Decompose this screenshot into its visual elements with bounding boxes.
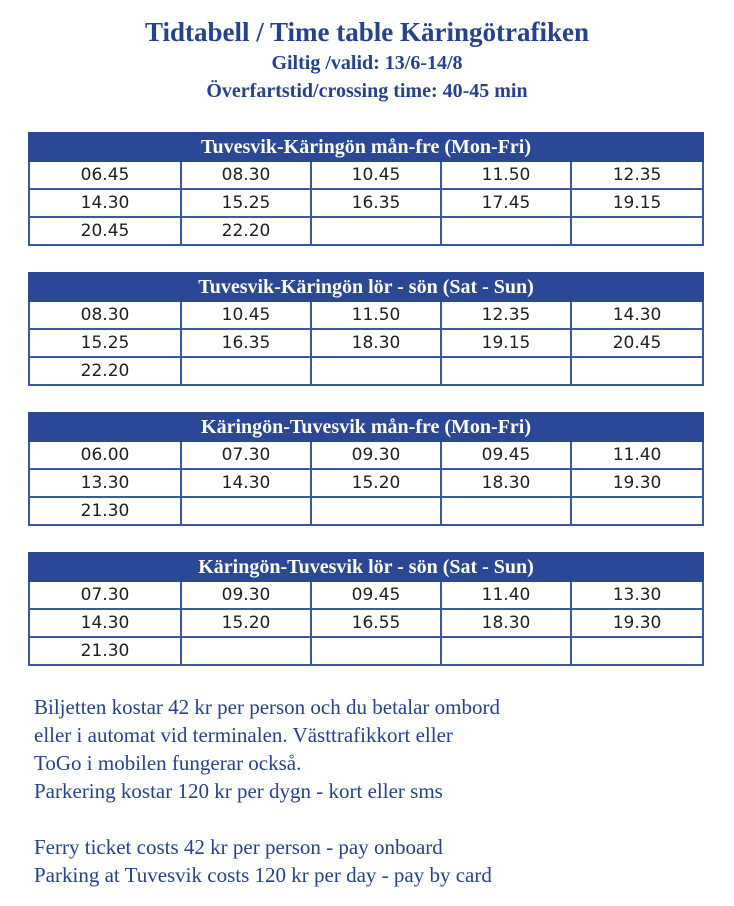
departure-time: 10.45: [181, 301, 311, 329]
table-row: [29, 497, 703, 525]
table-row: [29, 441, 703, 469]
departure-time: [441, 497, 571, 525]
departure-time: 09.30: [311, 441, 441, 469]
table-row: [29, 637, 703, 665]
departure-time: 19.30: [571, 609, 703, 637]
info-line: Ferry ticket costs 42 kr per person - pay onboard: [34, 835, 443, 859]
table-row: [29, 609, 703, 637]
departure-time: 16.35: [181, 329, 311, 357]
departure-time: [441, 637, 571, 665]
info-line: Biljetten kostar 42 kr per person och du betalar ombord: [34, 695, 500, 719]
departure-time: 11.50: [441, 161, 571, 189]
departure-time: 11.50: [311, 301, 441, 329]
departure-time: 19.30: [571, 469, 703, 497]
table-heading: Tuvesvik-Käringön lör - sön (Sat - Sun): [29, 273, 703, 301]
departure-time: 08.30: [181, 161, 311, 189]
departure-time: [441, 357, 571, 385]
departure-time: 17.45: [441, 189, 571, 217]
departure-time: 15.25: [181, 189, 311, 217]
departure-time: 09.45: [441, 441, 571, 469]
departure-time: [441, 217, 571, 245]
timetable-tuvesvik-karingon-weekday: [28, 132, 704, 246]
departure-time: 14.30: [571, 301, 703, 329]
departure-time: 14.30: [181, 469, 311, 497]
departure-time: 06.45: [29, 161, 181, 189]
departure-time: 07.30: [181, 441, 311, 469]
departure-time: [311, 637, 441, 665]
table-heading: Tuvesvik-Käringön mån-fre (Mon-Fri): [29, 133, 703, 161]
departure-time: 22.20: [181, 217, 311, 245]
departure-time: 18.30: [441, 609, 571, 637]
departure-time: 15.20: [181, 609, 311, 637]
page-title: Tidtabell / Time table Käringötrafiken: [144, 17, 590, 47]
departure-time: 18.30: [441, 469, 571, 497]
departure-time: 18.30: [311, 329, 441, 357]
info-text-swedish: [34, 693, 714, 805]
departure-time: 06.00: [29, 441, 181, 469]
departure-time: 12.35: [571, 161, 703, 189]
info-line: Parking at Tuvesvik costs 120 kr per day - pay by card: [34, 863, 492, 887]
departure-time: 13.30: [29, 469, 181, 497]
crossing-time: Överfartstid/crossing time: 40-45 min: [206, 80, 528, 102]
departure-time: 15.20: [311, 469, 441, 497]
departure-time: 15.25: [29, 329, 181, 357]
departure-time: 16.35: [311, 189, 441, 217]
departure-time: 19.15: [571, 189, 703, 217]
departure-time: [181, 637, 311, 665]
info-line: Parkering kostar 120 kr per dygn - kort eller sms: [34, 779, 443, 803]
departure-time: [311, 217, 441, 245]
departure-time: 21.30: [29, 497, 181, 525]
table-row: [29, 329, 703, 357]
departure-time: 14.30: [29, 609, 181, 637]
table-heading: Käringön-Tuvesvik mån-fre (Mon-Fri): [29, 413, 703, 441]
table-row: [29, 469, 703, 497]
departure-time: 12.35: [441, 301, 571, 329]
table-row: [29, 301, 703, 329]
table-heading: Käringön-Tuvesvik lör - sön (Sat - Sun): [29, 553, 703, 581]
departure-time: 20.45: [571, 329, 703, 357]
departure-time: 13.30: [571, 581, 703, 609]
departure-time: 09.45: [311, 581, 441, 609]
departure-time: [571, 637, 703, 665]
departure-time: 11.40: [441, 581, 571, 609]
departure-time: 10.45: [311, 161, 441, 189]
table-row: [29, 217, 703, 245]
departure-time: 22.20: [29, 357, 181, 385]
departure-time: 07.30: [29, 581, 181, 609]
departure-time: 11.40: [571, 441, 703, 469]
validity-period: Giltig /valid: 13/6-14/8: [271, 52, 463, 74]
departure-time: [571, 357, 703, 385]
departure-time: [571, 217, 703, 245]
timetable-tuvesvik-karingon-weekend: [28, 272, 704, 386]
info-line: eller i automat vid terminalen. Västtrafikkort eller: [34, 723, 453, 747]
info-line: ToGo i mobilen fungerar också.: [34, 751, 302, 775]
table-row: [29, 189, 703, 217]
departure-time: [311, 357, 441, 385]
timetable-karingon-tuvesvik-weekend: [28, 552, 704, 666]
table-row: [29, 357, 703, 385]
departure-time: [181, 497, 311, 525]
departure-time: 08.30: [29, 301, 181, 329]
departure-time: [181, 357, 311, 385]
departure-time: 21.30: [29, 637, 181, 665]
departure-time: 16.55: [311, 609, 441, 637]
departure-time: 20.45: [29, 217, 181, 245]
timetable-karingon-tuvesvik-weekday: [28, 412, 704, 526]
departure-time: [571, 497, 703, 525]
table-row: [29, 581, 703, 609]
departure-time: 09.30: [181, 581, 311, 609]
info-text-english: [34, 833, 714, 889]
departure-time: [311, 497, 441, 525]
table-row: [29, 161, 703, 189]
departure-time: 19.15: [441, 329, 571, 357]
departure-time: 14.30: [29, 189, 181, 217]
